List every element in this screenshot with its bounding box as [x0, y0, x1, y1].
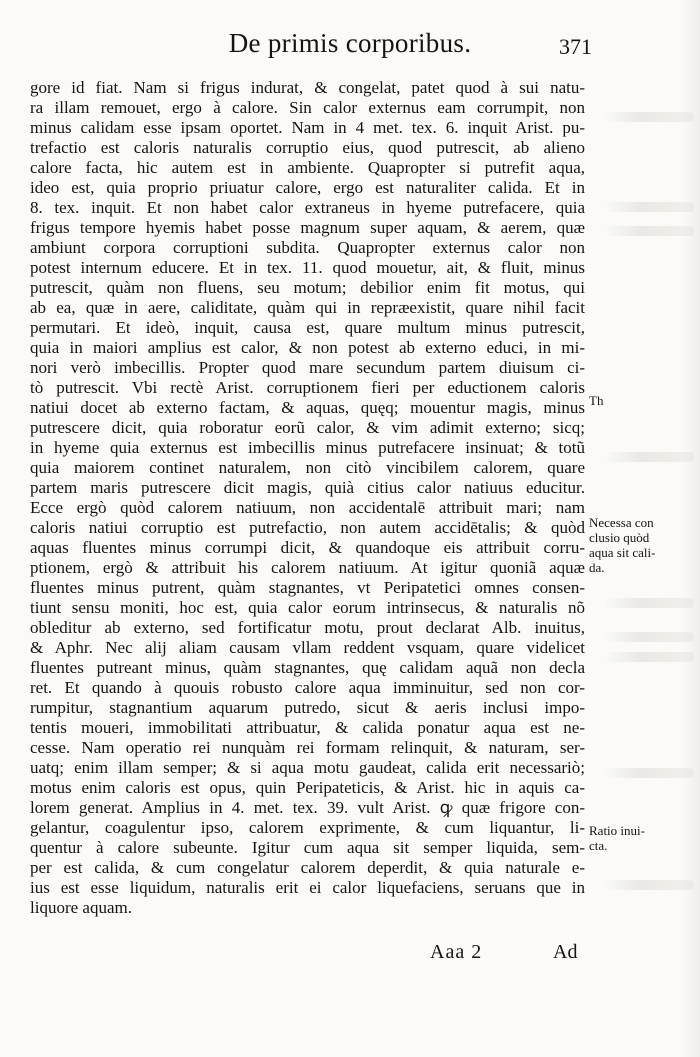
show-through-mark	[604, 202, 694, 212]
text-line: fluentes putreant minus, quàm stagnantes, quę calidam aquã non decla	[30, 658, 585, 677]
text-line: aquas fluentes minus corrumpi dicit, & quandoque eis attribuit corru-	[30, 538, 585, 557]
text-line: potest internum educere. Et in tex. 11. quod mouetur, ait, & fluit, minus	[30, 258, 585, 277]
text-line: quia in maiori amplius est calor, & non potest ab externo educi, in mi-	[30, 338, 585, 357]
text-line: & Aphr. Nec alij aliam causam vllam reddent vsquam, quare videlicet	[30, 638, 585, 657]
text-line: Ecce ergò quòd calorem natiuum, non accidentalē attribuit mari; nam	[30, 498, 585, 517]
show-through-mark	[604, 452, 694, 462]
show-through-mark	[604, 632, 694, 642]
text-line: natiui docet ab externo factam, & aquas, quęq; mouentur magis, minus	[30, 398, 585, 417]
text-line: obleditur ab externo, sed fortificatur motu, prout declarat Alb. inuitus,	[30, 618, 585, 637]
show-through-mark	[604, 598, 694, 608]
text-line: liquore aquam.	[30, 898, 132, 917]
running-head-title: De primis corporibus.	[228, 28, 472, 58]
text-line: motus enim caloris est opus, quin Peripateticis, & Arist. hic in aquis ca-	[30, 778, 585, 797]
margin-note-ratio	[589, 823, 674, 853]
text-line: quia maiorem continet naturalem, non citò vincibilem calorem, quare	[30, 458, 585, 477]
text-line: putrescere dicit, quia roboratur eorũ calor, & vim adimit externo; sicq;	[30, 418, 585, 437]
text-line: fluentes minus putrent, quàm stagnantes, vt Peripatetici omnes consen-	[30, 578, 585, 597]
margin-note-necessa	[589, 515, 674, 575]
text-line: gelantur, coagulentur ipso, calorem exprimente, & cum liquantur, li-	[30, 818, 585, 837]
text-line: 8. tex. inquit. Et non habet calor extraneus in hyeme putrefacere, quia	[30, 198, 585, 217]
text-line: caloris natiui corruptio est putrefactio, non autem accidētalis; & quòd	[30, 518, 585, 537]
margin-note-line: da.	[589, 560, 605, 575]
page-number: 371	[559, 34, 592, 59]
signature-mark: Aaa 2	[430, 941, 483, 963]
text-line: trefactio est caloris naturalis corruptio eius, quod putrescit, ab alieno	[30, 138, 585, 157]
text-line: tentis moueri, immobilitati attribuatur, & calida ponatur aqua est ne-	[30, 718, 585, 737]
text-line: tiunt sensu moniti, hoc est, quia calor eorum intrinsecus, & naturalis nõ	[30, 598, 585, 617]
catchword: Ad	[553, 941, 578, 963]
show-through-mark	[604, 112, 694, 122]
show-through-mark	[604, 652, 694, 662]
margin-note-line: Ratio inui-	[589, 823, 645, 838]
text-line: tò putrescit. Vbi rectè Arist. corruptionem fieri per eductionem caloris	[30, 378, 585, 397]
body-text	[30, 78, 585, 918]
text-line: rumpitur, stagnantium aquarum putredo, sicut & aeris inclusi impo-	[30, 698, 585, 717]
text-line: ambiunt corpora corruptioni subdita. Quapropter externus calor non	[30, 238, 585, 257]
margin-mark: Th	[589, 393, 604, 408]
text-line: ret. Et quando à quouis robusto calore aqua imminuitur, sed non cor-	[30, 678, 585, 697]
margin-note-line: clusio quòd	[589, 530, 650, 545]
text-line: per est calida, & cum congelatur calorem deperdit, & quia naturale e-	[30, 858, 585, 877]
text-line: gore id fiat. Nam si frigus indurat, & congelat, patet quod à sui natu-	[30, 78, 585, 97]
text-line: ptionem, ergò & attribuit his calorem natiuum. At igitur quoniã aquæ	[30, 558, 585, 577]
text-line: ra illam remouet, ergo à calore. Sin calor externus eam corrumpit, non	[30, 98, 585, 117]
text-line: nori verò imbecillis. Propter quod mare secundum partem diuisum ci-	[30, 358, 585, 377]
show-through-mark	[604, 226, 694, 236]
show-through-mark	[604, 768, 694, 778]
margin-note-line: Necessa con	[589, 515, 654, 530]
text-line: lorem generat. Amplius in 4. met. tex. 39. vult Arist. ꝙ quæ frigore con-	[30, 798, 585, 817]
text-line: ab ea, quæ in aere, caliditate, quàm qui in repræexistit, quare nihil facit	[30, 298, 585, 317]
margin-note-line: cta.	[589, 838, 608, 853]
text-line: ius est esse liquidum, naturalis erit ei calor liquefaciens, seruans que in	[30, 878, 585, 897]
show-through-mark	[604, 880, 694, 890]
text-line: in hyeme quia externus est imbecillis minus putrefacere insinuat; & totũ	[30, 438, 585, 457]
page-edge-shadow	[682, 0, 700, 1057]
text-line: calore facta, hic autem est in ambiente. Quapropter si putrefit aqua,	[30, 158, 585, 177]
text-line: frigus tempore hyemis habet posse magnum super aquam, & aerem, quæ	[30, 218, 585, 237]
text-line: quentur à calore subeunte. Igitur cum aqua sit semper liquida, sem-	[30, 838, 585, 857]
text-line: putrescit, quàm non fluens, seu motum; debilior enim fit motus, qui	[30, 278, 585, 297]
text-line: cesse. Nam operatio rei nunquàm rei formam relinquit, & naturam, ser-	[30, 738, 585, 757]
margin-note-line: aqua sit cali-	[589, 545, 656, 560]
text-line: partem maris putrescere dicit magis, quià citius calor natiuus educitur.	[30, 478, 585, 497]
text-line: permutari. Et ideò, inquit, causa est, quare multum minus putrescit,	[30, 318, 585, 337]
text-line: uatq; enim illam semper; & si aqua motu gaudeat, calida erit necessariò;	[30, 758, 585, 777]
text-line: minus calidam esse ipsam oportet. Nam in 4 met. tex. 6. inquit Arist. pu-	[30, 118, 585, 137]
text-line: ideo est, quia proprio priuatur calore, ergo est naturaliter calida. Et in	[30, 178, 585, 197]
